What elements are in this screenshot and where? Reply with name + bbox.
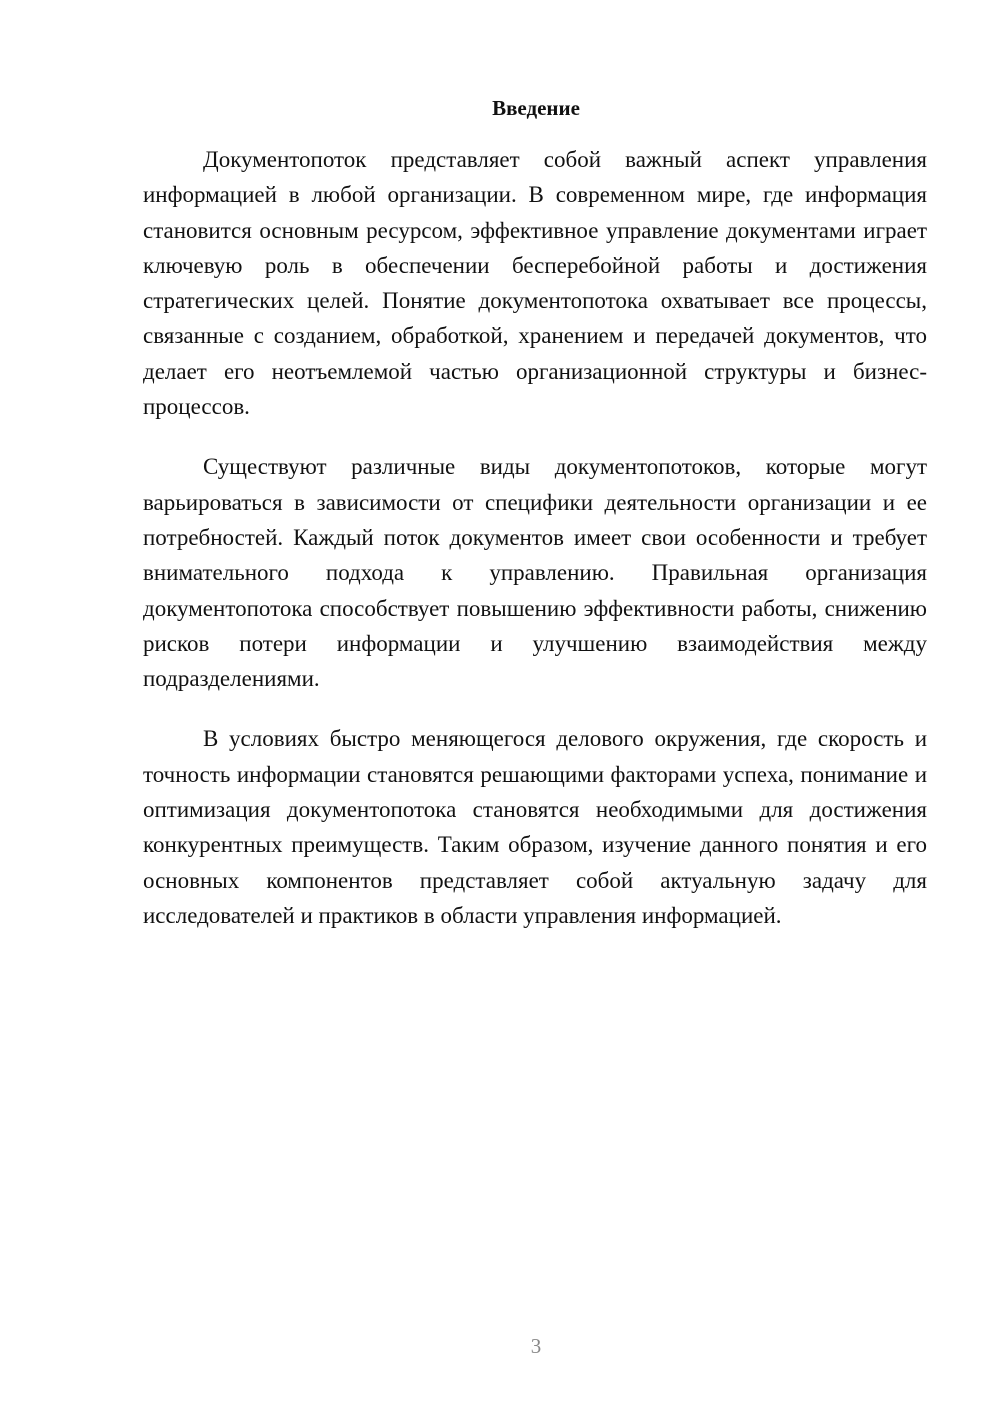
body-text	[143, 142, 927, 958]
paragraph-2: Существуют различные виды документопотоков, которые могут варьироваться в зависимости от специфики деятельности организации и ее потребностей. Каждый поток документов имеет свои особенности и требует внимательного подхода к управлению. Правильная организация документопотока способствует повышению эффективности работы, снижению рисков потери информации и улучшению взаимодействия между подразделениями.	[143, 454, 927, 692]
paragraph-1: Документопоток представляет собой важный аспект управления информацией в любой организации. В современном мире, где информация становится основным ресурсом, эффективное управление документами играет ключевую роль в обеспечении бесперебойной работы и достижения стратегических целей. Понятие документопотока охватывает все процессы, связанные с созданием, обработкой, хранением и передачей документов, что делает его неотъемлемой частью организационной структуры и бизнес-процессов.	[143, 147, 927, 420]
page-number: 3	[530, 1334, 542, 1358]
section-title: Введение	[492, 96, 580, 120]
paragraph-3: В условиях быстро меняющегося делового окружения, где скорость и точность информации становятся решающими факторами успеха, понимание и оптимизация документопотока становятся необходимыми для достижения конкурентных преимуществ. Таким образом, изучение данного понятия и его основных компонентов представляет собой актуальную задачу для исследователей и практиков в области управления информацией.	[143, 726, 927, 928]
